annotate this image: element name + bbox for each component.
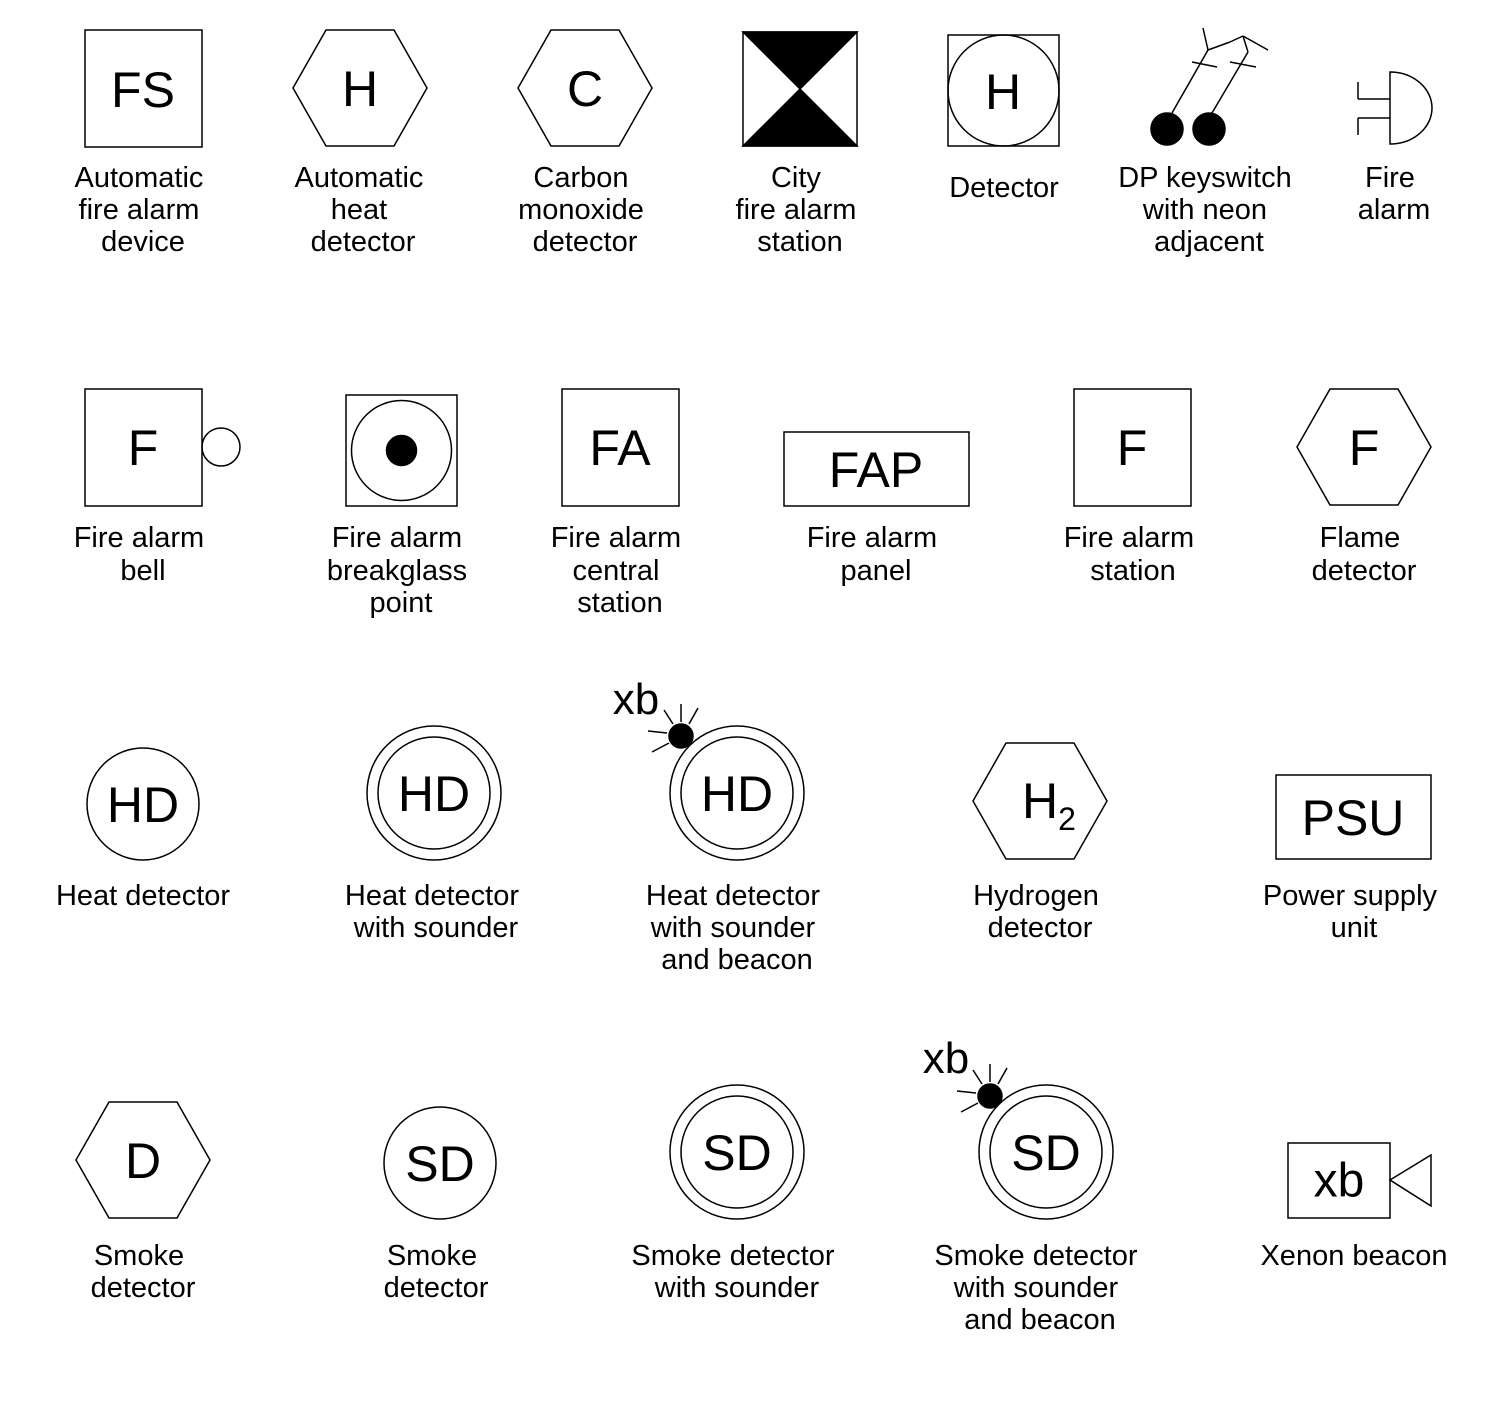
fire-alarm-station-symbol [1074, 389, 1191, 506]
heat-detector-with-sounder-and-beacon-symbol [613, 675, 804, 860]
fire-alarm-central-station-label: Fire alarm central station [550, 522, 682, 619]
power-supply-unit-label: Power supply unit [1262, 880, 1438, 944]
svg-text:H: H [341, 61, 379, 117]
hydrogen-detector-symbol [973, 743, 1107, 859]
svg-text:H: H [1021, 773, 1059, 829]
city-fire-alarm-station-symbol [743, 32, 857, 146]
carbon-monoxide-detector-label: Carbon monoxide detector [518, 162, 644, 258]
svg-text:F: F [1116, 420, 1148, 476]
fire-alarm-central-station-symbol [562, 389, 679, 506]
svg-text:SD: SD [702, 1125, 772, 1181]
automatic-fire-alarm-device-label: Automatic fire alarm device [74, 162, 204, 258]
xenon-beacon-label: Xenon beacon [1260, 1240, 1448, 1272]
heat-detector-with-sounder-label: Heat detector with sounder [344, 880, 520, 944]
smoke-detector-with-sounder-and-beacon-label: Smoke detector with sounder and beacon [934, 1240, 1138, 1336]
xenon-beacon-symbol [1288, 1143, 1431, 1218]
fire-alarm-panel-label: Fire alarm panel [806, 522, 938, 587]
fire-alarm-panel-symbol [784, 432, 969, 506]
carbon-monoxide-detector-symbol [518, 30, 652, 146]
smoke-detector-circle-label: Smoke detector [383, 1240, 489, 1304]
automatic-heat-detector-symbol [293, 30, 427, 146]
heat-detector-label: Heat detector [55, 880, 231, 912]
svg-text:HD: HD [397, 766, 471, 822]
beacon-tag: xb [922, 1034, 970, 1083]
flame-detector-label: Flame detector [1311, 522, 1417, 587]
svg-text:H: H [984, 64, 1022, 120]
fire-alarm-bell-label: Fire alarm bell [73, 522, 205, 587]
smoke-detector-with-sounder-and-beacon-symbol [923, 1034, 1113, 1219]
fire-alarm-symbol [1358, 72, 1432, 144]
fire-alarm-breakglass-point-symbol [346, 395, 457, 506]
svg-text:HD: HD [700, 766, 774, 822]
dp-keyswitch-symbol [1151, 28, 1268, 145]
dp-keyswitch-label: DP keyswitch with neon adjacent [1118, 162, 1292, 258]
power-supply-unit-symbol [1276, 775, 1431, 859]
fire-alarm-bell-symbol [85, 389, 240, 506]
svg-text:PSU: PSU [1301, 790, 1405, 846]
automatic-heat-detector-label: Automatic heat detector [294, 162, 424, 258]
detector-symbol [948, 35, 1059, 146]
smoke-detector-circle-symbol [384, 1107, 496, 1219]
fire-alarm-breakglass-point-label: Fire alarm breakglass point [326, 522, 468, 619]
svg-text:FAP: FAP [828, 442, 924, 498]
svg-text:D: D [124, 1133, 162, 1189]
heat-detector-symbol [87, 748, 199, 860]
svg-text:F: F [127, 420, 159, 476]
fire-alarm-station-label: Fire alarm station [1063, 522, 1195, 587]
smoke-detector-with-sounder-label: Smoke detector with sounder [631, 1240, 835, 1304]
smoke-detector-hexagon-symbol [76, 1102, 210, 1218]
svg-text:SD: SD [405, 1136, 475, 1192]
smoke-detector-with-sounder-symbol [670, 1085, 804, 1219]
heat-detector-with-sounder-symbol [367, 726, 501, 860]
detector-label: Detector [949, 172, 1059, 204]
heat-detector-with-sounder-and-beacon-label: Heat detector with sounder and beacon [645, 880, 821, 976]
svg-text:2: 2 [1058, 801, 1076, 837]
svg-text:xb: xb [1313, 1154, 1365, 1208]
smoke-detector-hexagon-label: Smoke detector [90, 1240, 196, 1304]
flame-detector-symbol [1297, 389, 1431, 505]
automatic-fire-alarm-device-symbol [85, 30, 202, 147]
svg-text:FS: FS [111, 62, 175, 118]
svg-text:FA: FA [589, 420, 651, 476]
svg-text:SD: SD [1011, 1125, 1081, 1181]
city-fire-alarm-station-label: City fire alarm station [735, 162, 857, 258]
beacon-tag: xb [612, 675, 660, 724]
svg-text:F: F [1348, 420, 1380, 476]
fire-alarm-label: Fire alarm [1357, 162, 1431, 226]
hydrogen-detector-label: Hydrogen detector [973, 880, 1099, 944]
svg-text:C: C [566, 61, 604, 117]
svg-text:HD: HD [106, 777, 180, 833]
